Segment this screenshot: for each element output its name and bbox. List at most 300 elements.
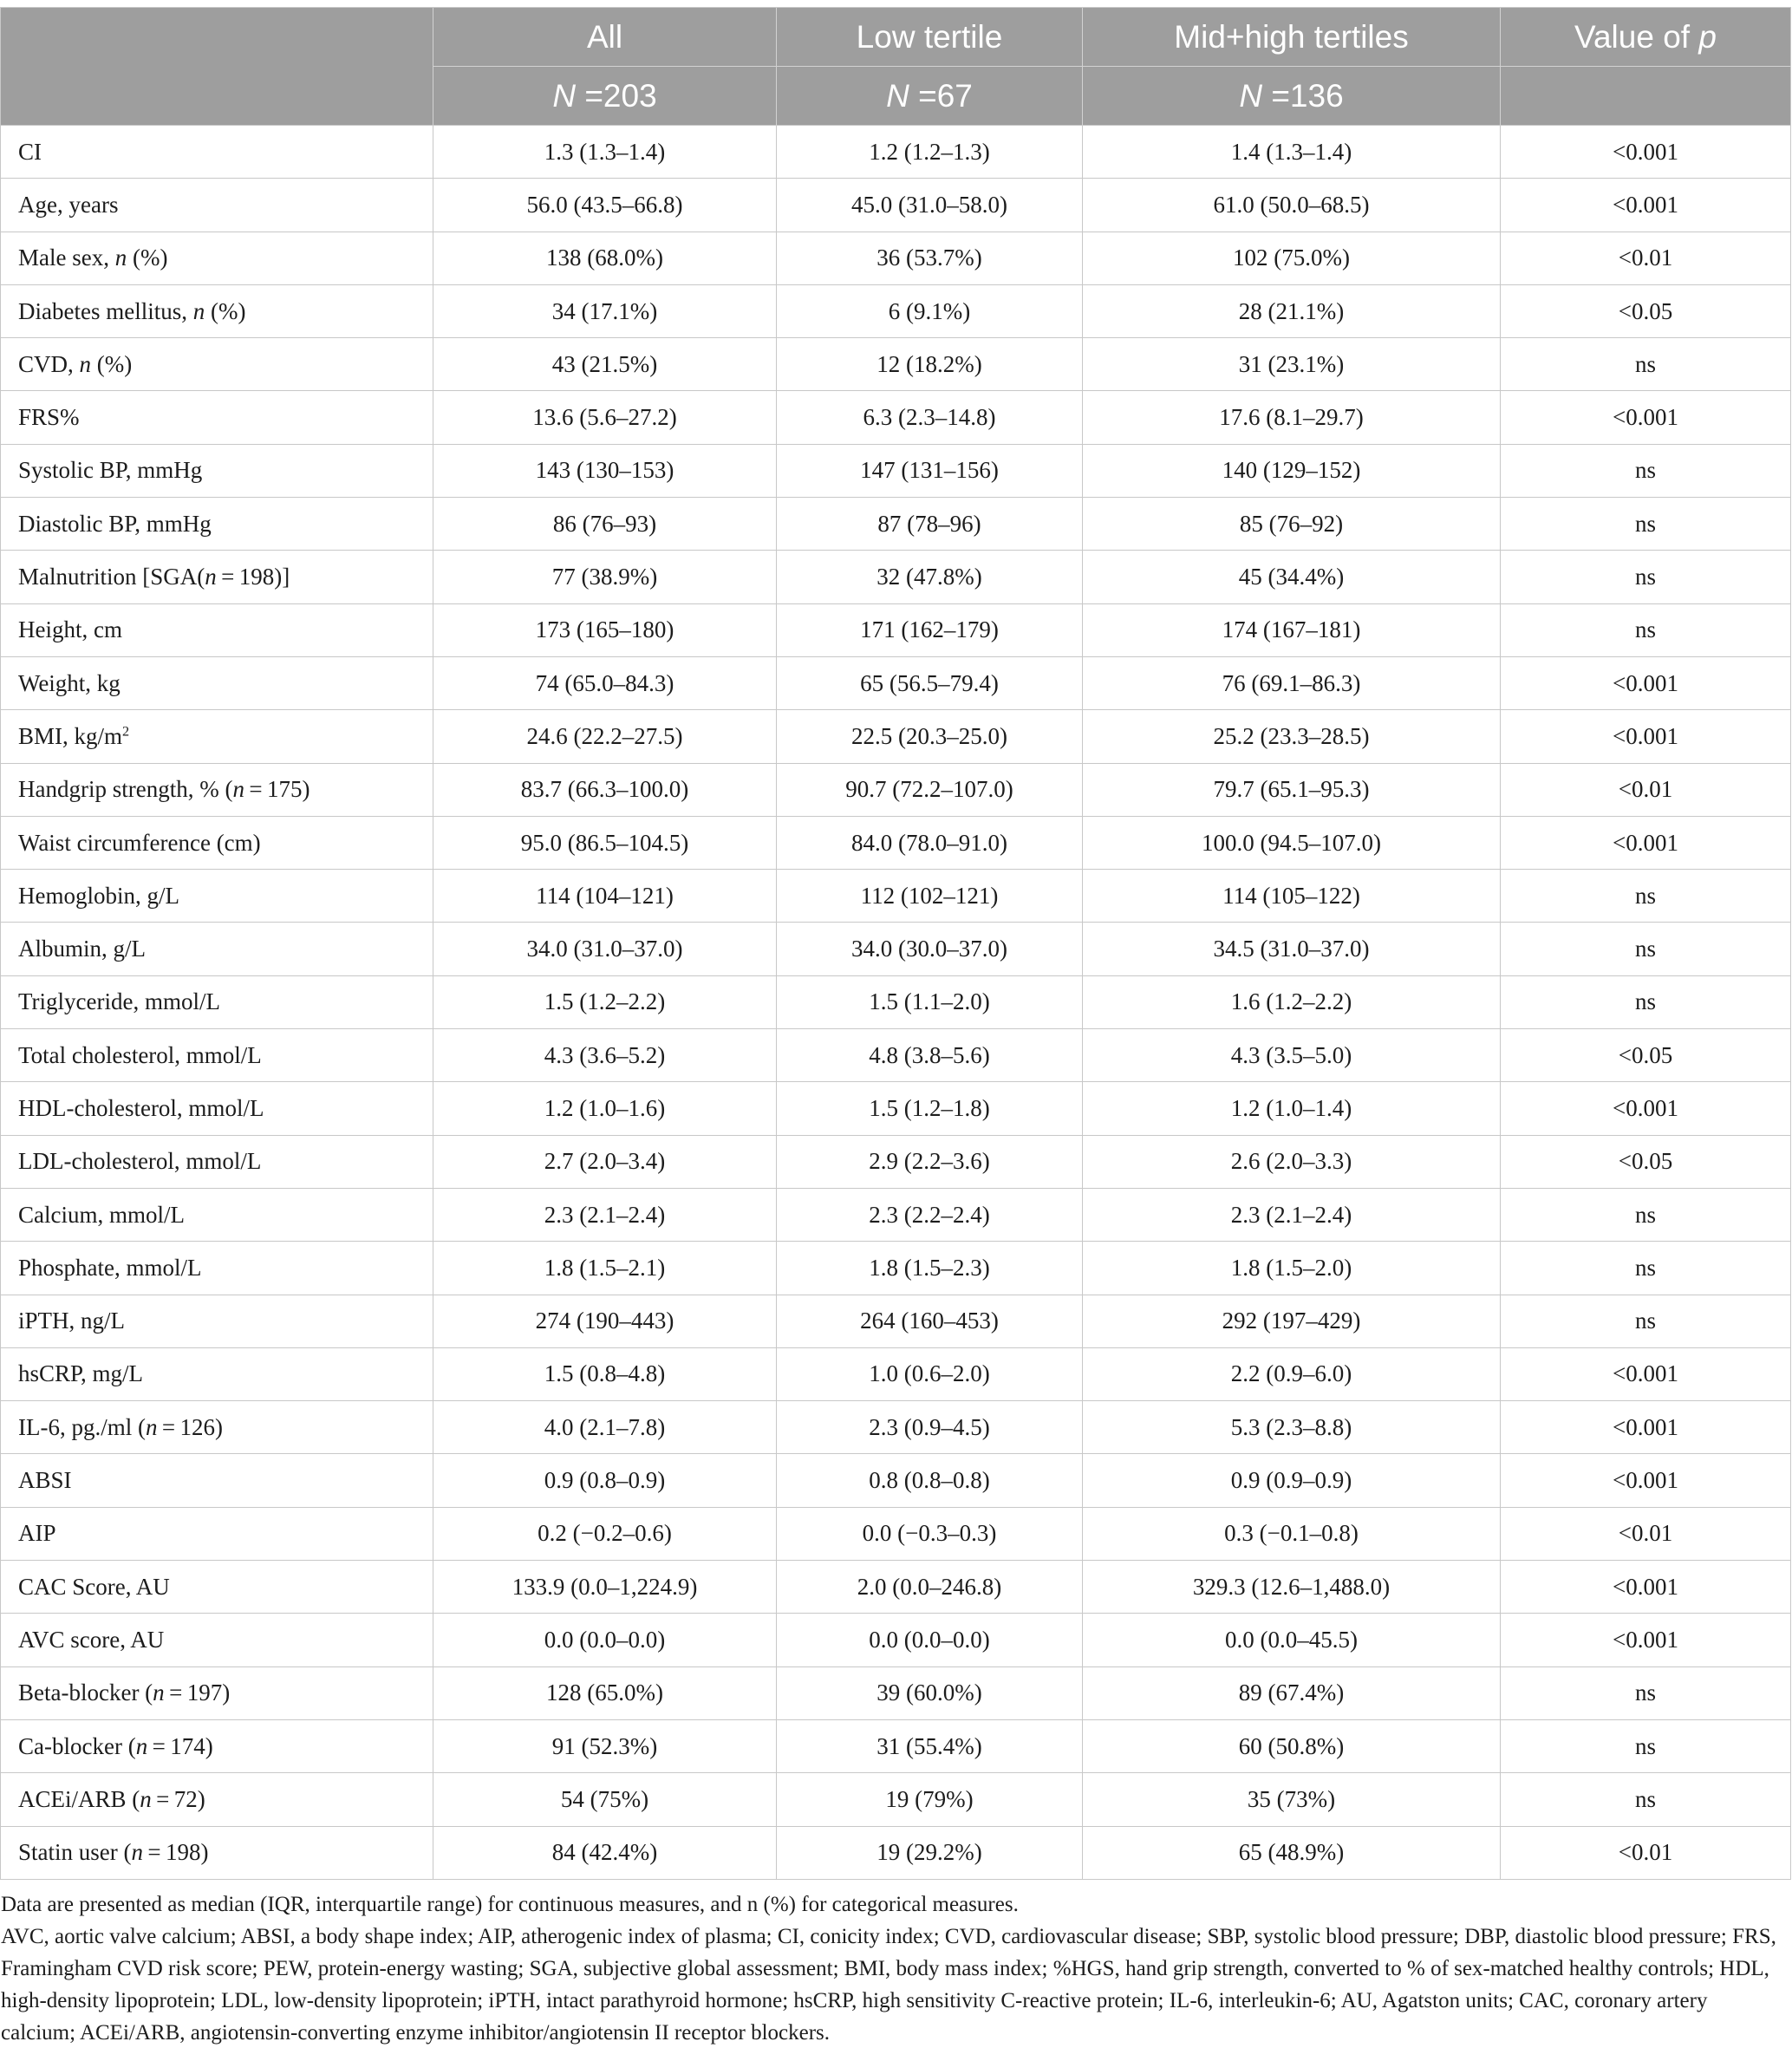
cell-p-value: <0.001 <box>1501 817 1791 870</box>
cell-mid-high-tertiles: 60 (50.8%) <box>1083 1720 1501 1773</box>
row-label-cell <box>0 232 433 285</box>
cell-p-value: ns <box>1501 498 1791 551</box>
cell-low-tertile: 1.5 (1.1–2.0) <box>777 976 1083 1029</box>
row-label <box>18 830 261 857</box>
table-row <box>0 1454 1791 1507</box>
cell-p-value: <0.001 <box>1501 657 1791 710</box>
cell-all: 2.3 (2.1–2.4) <box>433 1189 777 1242</box>
italic-symbol: n <box>145 1413 158 1440</box>
cell-low-tertile: 112 (102–121) <box>777 870 1083 923</box>
text-run: =136 <box>1262 77 1344 114</box>
text-run: CI <box>18 138 42 165</box>
cell-low-tertile: 22.5 (20.3–25.0) <box>777 710 1083 763</box>
cell-all: 77 (38.9%) <box>433 551 777 603</box>
table-row <box>0 1720 1791 1773</box>
italic-symbol: N <box>886 77 909 114</box>
cell-p-value: <0.001 <box>1501 391 1791 444</box>
row-label <box>18 936 146 962</box>
cell-low-tertile: 6.3 (2.3–14.8) <box>777 391 1083 444</box>
text-run: = 175) <box>244 776 310 803</box>
table-row <box>0 1348 1791 1401</box>
row-label-cell <box>0 657 433 710</box>
row-label <box>18 883 179 910</box>
text-run: (%) <box>205 297 246 324</box>
cell-all: 1.5 (0.8–4.8) <box>433 1348 777 1401</box>
cell-low-tertile: 19 (29.2%) <box>777 1827 1083 1880</box>
cell-mid-high-tertiles: 1.4 (1.3–1.4) <box>1083 126 1501 179</box>
cell-p-value: ns <box>1501 1295 1791 1348</box>
italic-symbol: n <box>114 245 127 271</box>
text-run: Low tertile <box>856 18 1003 55</box>
table-row <box>0 1136 1791 1189</box>
table-row <box>0 1189 1791 1242</box>
cell-all: 91 (52.3%) <box>433 1720 777 1773</box>
cell-mid-high-tertiles: 1.8 (1.5–2.0) <box>1083 1242 1501 1295</box>
text-run: Hemoglobin, g/L <box>18 882 179 909</box>
text-run: CAC Score, AU <box>18 1573 170 1600</box>
cell-low-tertile: 87 (78–96) <box>777 498 1083 551</box>
table-row <box>0 391 1791 444</box>
row-label-cell <box>0 710 433 763</box>
cell-p-value: <0.001 <box>1501 1561 1791 1614</box>
row-label-cell <box>0 817 433 870</box>
table-row <box>0 1667 1791 1720</box>
column-count <box>886 78 973 114</box>
cell-mid-high-tertiles: 2.6 (2.0–3.3) <box>1083 1136 1501 1189</box>
cell-all: 1.3 (1.3–1.4) <box>433 126 777 179</box>
row-label <box>18 192 118 218</box>
table-row <box>0 870 1791 923</box>
italic-symbol: n <box>192 297 205 324</box>
row-label <box>18 351 132 378</box>
text-run: Statin user ( <box>18 1839 132 1866</box>
text-run: Mid+high tertiles <box>1174 18 1409 55</box>
table-row <box>0 1242 1791 1295</box>
row-label <box>18 298 245 325</box>
footnote-data-presentation: Data are presented as median (IQR, interquartile range) for continuous measures, and n (%) for categorical measures. <box>1 1893 1019 1916</box>
italic-symbol: p <box>1698 18 1717 55</box>
text-run: AIP <box>18 1520 56 1547</box>
row-label <box>18 404 80 431</box>
text-run: = 198)] <box>216 564 290 590</box>
row-label-cell <box>0 604 433 657</box>
text-run: ABSI <box>18 1467 72 1494</box>
cell-low-tertile: 32 (47.8%) <box>777 551 1083 603</box>
text-run: Diabetes mellitus, <box>18 297 193 324</box>
row-label-cell <box>0 1401 433 1454</box>
cell-all: 1.8 (1.5–2.1) <box>433 1242 777 1295</box>
cell-mid-high-tertiles: 85 (76–92) <box>1083 498 1501 551</box>
cell-mid-high-tertiles: 1.2 (1.0–1.4) <box>1083 1082 1501 1135</box>
cell-all: 114 (104–121) <box>433 870 777 923</box>
table-footnotes <box>1 1888 1787 2049</box>
italic-symbol: N <box>1239 77 1263 114</box>
cell-p-value: <0.001 <box>1501 126 1791 179</box>
cell-mid-high-tertiles: 100.0 (94.5–107.0) <box>1083 817 1501 870</box>
cell-p-value: <0.01 <box>1501 1827 1791 1880</box>
row-label-cell <box>0 1348 433 1401</box>
table-row <box>0 551 1791 603</box>
stub-header-cell <box>0 8 433 126</box>
row-label <box>18 1733 213 1760</box>
column-header-p-value <box>1501 8 1791 67</box>
column-count <box>1239 78 1343 114</box>
table-row <box>0 1295 1791 1348</box>
table-row <box>0 923 1791 975</box>
column-count <box>552 78 656 114</box>
cell-mid-high-tertiles: 61.0 (50.0–68.5) <box>1083 179 1501 232</box>
cell-mid-high-tertiles: 79.7 (65.1–95.3) <box>1083 764 1501 817</box>
cell-low-tertile: 4.8 (3.8–5.6) <box>777 1029 1083 1082</box>
cell-low-tertile: 84.0 (78.0–91.0) <box>777 817 1083 870</box>
row-label <box>18 1467 72 1494</box>
cell-p-value: <0.001 <box>1501 1401 1791 1454</box>
cell-all: 143 (130–153) <box>433 445 777 498</box>
cell-p-value: ns <box>1501 338 1791 391</box>
cell-p-value: ns <box>1501 976 1791 1029</box>
cell-all: 84 (42.4%) <box>433 1827 777 1880</box>
column-title <box>1174 19 1408 55</box>
cell-p-value: ns <box>1501 445 1791 498</box>
cell-mid-high-tertiles: 25.2 (23.3–28.5) <box>1083 710 1501 763</box>
cell-mid-high-tertiles: 89 (67.4%) <box>1083 1667 1501 1720</box>
cell-p-value: ns <box>1501 1720 1791 1773</box>
cell-p-value: <0.05 <box>1501 285 1791 338</box>
table-row <box>0 1082 1791 1135</box>
italic-symbol: n <box>232 776 244 803</box>
cell-p-value: <0.05 <box>1501 1136 1791 1189</box>
row-label <box>18 245 167 271</box>
text-run: Ca-blocker ( <box>18 1732 136 1759</box>
table-header <box>0 7 1791 126</box>
cell-all: 95.0 (86.5–104.5) <box>433 817 777 870</box>
cell-low-tertile: 65 (56.5–79.4) <box>777 657 1083 710</box>
table-row <box>0 1827 1791 1880</box>
cell-all: 1.5 (1.2–2.2) <box>433 976 777 1029</box>
table-row <box>0 604 1791 657</box>
row-label <box>18 670 121 697</box>
cell-mid-high-tertiles: 1.6 (1.2–2.2) <box>1083 976 1501 1029</box>
cell-p-value: <0.001 <box>1501 179 1791 232</box>
cell-mid-high-tertiles: 102 (75.0%) <box>1083 232 1501 285</box>
row-label <box>18 1202 185 1229</box>
column-count-p-value <box>1501 67 1791 126</box>
text-run: ACEi/ARB ( <box>18 1785 140 1812</box>
cell-low-tertile: 147 (131–156) <box>777 445 1083 498</box>
row-label <box>18 139 42 166</box>
cell-all: 2.7 (2.0–3.4) <box>433 1136 777 1189</box>
cell-mid-high-tertiles: 140 (129–152) <box>1083 445 1501 498</box>
cell-all: 86 (76–93) <box>433 498 777 551</box>
footnote-abbreviations: AVC, aortic valve calcium; ABSI, a body shape index; AIP, atherogenic index of plasma; CI, conicity index; CVD, cardiovascular disease; SBP, systolic blood pressure; DBP, diastolic blood pressure; FRS, Framingham CVD risk score; PEW, protein-energy wasting; SGA, subjective global assessment; BMI, body mass index; %HGS, hand grip strength, converted to % of sex-matched healthy controls; HDL, high-density lipoprotein; LDL, low-density lipoprotein; iPTH, intact parathyroid hormone; hsCRP, high sensitivity C-reactive protein; IL-6, interleukin-6; AU, Agatston units; CAC, coronary artery calcium; ACEi/ARB, angiotensin-converting enzyme inhibitor/angiotensin II receptor blockers. <box>1 1925 1776 2045</box>
italic-symbol: n <box>153 1679 165 1706</box>
text-run: IL-6, pg./ml ( <box>18 1413 146 1440</box>
row-label-cell <box>0 285 433 338</box>
column-title <box>587 19 622 55</box>
cell-low-tertile: 6 (9.1%) <box>777 285 1083 338</box>
text-run: Age, years <box>18 191 119 218</box>
row-label-cell <box>0 764 433 817</box>
italic-symbol: n <box>131 1839 143 1866</box>
italic-symbol: N <box>552 77 577 114</box>
table-row <box>0 657 1791 710</box>
cell-low-tertile: 39 (60.0%) <box>777 1667 1083 1720</box>
cell-all: 74 (65.0–84.3) <box>433 657 777 710</box>
row-label <box>18 1520 56 1547</box>
cell-mid-high-tertiles: 2.3 (2.1–2.4) <box>1083 1189 1501 1242</box>
cell-mid-high-tertiles: 114 (105–122) <box>1083 870 1501 923</box>
text-run: (%) <box>127 245 168 271</box>
cell-mid-high-tertiles: 17.6 (8.1–29.7) <box>1083 391 1501 444</box>
cell-mid-high-tertiles: 65 (48.9%) <box>1083 1827 1501 1880</box>
row-label-cell <box>0 1082 433 1135</box>
row-label-cell <box>0 976 433 1029</box>
row-label <box>18 1360 143 1387</box>
table-row <box>0 710 1791 763</box>
column-title <box>857 19 1003 55</box>
column-header-mid-high-tertiles <box>1083 8 1501 67</box>
cell-p-value: ns <box>1501 604 1791 657</box>
column-count-all <box>433 67 777 126</box>
cell-all: 13.6 (5.6–27.2) <box>433 391 777 444</box>
text-run: Waist circumference (cm) <box>18 829 261 856</box>
text-run: Handgrip strength, % ( <box>18 776 233 803</box>
row-label <box>18 1414 223 1441</box>
column-count-mid-high-tertiles <box>1083 67 1501 126</box>
text-run: Malnutrition [SGA( <box>18 564 205 590</box>
row-label-cell <box>0 870 433 923</box>
row-label-cell <box>0 1827 433 1880</box>
row-label <box>18 1839 209 1866</box>
cell-p-value: <0.01 <box>1501 232 1791 285</box>
cell-mid-high-tertiles: 5.3 (2.3–8.8) <box>1083 1401 1501 1454</box>
cell-mid-high-tertiles: 45 (34.4%) <box>1083 551 1501 603</box>
cell-p-value: ns <box>1501 923 1791 975</box>
cell-p-value: <0.001 <box>1501 1348 1791 1401</box>
cell-mid-high-tertiles: 0.0 (0.0–45.5) <box>1083 1614 1501 1666</box>
column-header-all <box>433 8 777 67</box>
text-run: Albumin, g/L <box>18 936 146 962</box>
cell-all: 34 (17.1%) <box>433 285 777 338</box>
table-row <box>0 179 1791 232</box>
cell-low-tertile: 90.7 (72.2–107.0) <box>777 764 1083 817</box>
cell-low-tertile: 2.3 (0.9–4.5) <box>777 1401 1083 1454</box>
cell-all: 83.7 (66.3–100.0) <box>433 764 777 817</box>
text-run: AVC score, AU <box>18 1626 165 1653</box>
cell-low-tertile: 1.0 (0.6–2.0) <box>777 1348 1083 1401</box>
italic-symbol: n <box>79 350 92 377</box>
cell-low-tertile: 36 (53.7%) <box>777 232 1083 285</box>
row-label-cell <box>0 1189 433 1242</box>
cell-mid-high-tertiles: 28 (21.1%) <box>1083 285 1501 338</box>
row-label <box>18 776 310 803</box>
cell-all: 138 (68.0%) <box>433 232 777 285</box>
text-run: BMI, kg/m <box>18 722 123 749</box>
table-row <box>0 764 1791 817</box>
column-count-low-tertile <box>777 67 1083 126</box>
row-label <box>18 1786 205 1813</box>
cell-p-value: <0.001 <box>1501 710 1791 763</box>
cell-mid-high-tertiles: 292 (197–429) <box>1083 1295 1501 1348</box>
text-run: Systolic BP, mmHg <box>18 457 203 484</box>
row-label-cell <box>0 179 433 232</box>
row-label <box>18 1308 125 1334</box>
row-label-cell <box>0 391 433 444</box>
text-run: = 174) <box>147 1732 213 1759</box>
cell-all: 1.2 (1.0–1.6) <box>433 1082 777 1135</box>
cell-low-tertile: 0.8 (0.8–0.8) <box>777 1454 1083 1507</box>
text-run: LDL-cholesterol, mmol/L <box>18 1148 262 1175</box>
cell-mid-high-tertiles: 34.5 (31.0–37.0) <box>1083 923 1501 975</box>
text-run: = 126) <box>157 1413 224 1440</box>
cell-p-value: <0.01 <box>1501 1508 1791 1561</box>
text-run: (%) <box>91 350 133 377</box>
row-label-cell <box>0 498 433 551</box>
row-label-cell <box>0 1295 433 1348</box>
table-row <box>0 1029 1791 1082</box>
row-label <box>18 988 220 1015</box>
row-label-cell <box>0 923 433 975</box>
cell-low-tertile: 2.0 (0.0–246.8) <box>777 1561 1083 1614</box>
cell-p-value: ns <box>1501 1773 1791 1826</box>
cell-low-tertile: 34.0 (30.0–37.0) <box>777 923 1083 975</box>
table-row <box>0 976 1791 1029</box>
cell-p-value: <0.001 <box>1501 1454 1791 1507</box>
text-run: CVD, <box>18 350 80 377</box>
cell-p-value: ns <box>1501 1667 1791 1720</box>
cell-p-value: ns <box>1501 870 1791 923</box>
text-run: Diastolic BP, mmHg <box>18 510 212 537</box>
row-label-cell <box>0 445 433 498</box>
cell-all: 173 (165–180) <box>433 604 777 657</box>
text-run: Height, cm <box>18 616 122 643</box>
cell-all: 54 (75%) <box>433 1773 777 1826</box>
cell-all: 4.3 (3.6–5.2) <box>433 1029 777 1082</box>
text-run: Male sex, <box>18 245 115 271</box>
table-row <box>0 285 1791 338</box>
italic-symbol: n <box>205 564 217 590</box>
table-row <box>0 817 1791 870</box>
text-run: Calcium, mmol/L <box>18 1201 185 1228</box>
table-row <box>0 498 1791 551</box>
text-run: iPTH, ng/L <box>18 1308 126 1334</box>
cell-low-tertile: 0.0 (−0.3–0.3) <box>777 1508 1083 1561</box>
row-label-cell <box>0 1508 433 1561</box>
text-run: HDL-cholesterol, mmol/L <box>18 1094 264 1121</box>
text-run: = 197) <box>164 1679 231 1706</box>
superscript: 2 <box>122 723 130 740</box>
row-label-cell <box>0 338 433 391</box>
row-label <box>18 1679 230 1706</box>
text-run: Phosphate, mmol/L <box>18 1254 202 1281</box>
row-label-cell <box>0 1667 433 1720</box>
row-label <box>18 1042 262 1069</box>
row-label <box>18 1095 264 1122</box>
table-row <box>0 338 1791 391</box>
row-label-cell <box>0 1029 433 1082</box>
cell-mid-high-tertiles: 0.3 (−0.1–0.8) <box>1083 1508 1501 1561</box>
text-run: =67 <box>909 77 973 114</box>
cell-all: 56.0 (43.5–66.8) <box>433 179 777 232</box>
cell-low-tertile: 12 (18.2%) <box>777 338 1083 391</box>
row-label <box>18 1627 164 1653</box>
cell-low-tertile: 2.3 (2.2–2.4) <box>777 1189 1083 1242</box>
cell-p-value: <0.001 <box>1501 1082 1791 1135</box>
row-label-cell <box>0 126 433 179</box>
row-label <box>18 616 122 643</box>
cell-p-value: ns <box>1501 1189 1791 1242</box>
row-label <box>18 723 129 750</box>
cell-mid-high-tertiles: 35 (73%) <box>1083 1773 1501 1826</box>
row-label <box>18 1574 170 1601</box>
table-row <box>0 126 1791 179</box>
row-label <box>18 1148 261 1175</box>
characteristics-table <box>0 7 1791 1880</box>
column-header-low-tertile <box>777 8 1083 67</box>
cell-low-tertile: 31 (55.4%) <box>777 1720 1083 1773</box>
cell-low-tertile: 45.0 (31.0–58.0) <box>777 179 1083 232</box>
row-label <box>18 457 202 484</box>
cell-all: 128 (65.0%) <box>433 1667 777 1720</box>
cell-low-tertile: 1.8 (1.5–2.3) <box>777 1242 1083 1295</box>
row-label-cell <box>0 1773 433 1826</box>
cell-all: 43 (21.5%) <box>433 338 777 391</box>
table-row <box>0 1614 1791 1666</box>
text-run: FRS% <box>18 404 80 431</box>
row-label-cell <box>0 1454 433 1507</box>
table-row <box>0 232 1791 285</box>
cell-all: 0.2 (−0.2–0.6) <box>433 1508 777 1561</box>
cell-p-value: <0.001 <box>1501 1614 1791 1666</box>
row-label-cell <box>0 1561 433 1614</box>
cell-all: 133.9 (0.0–1,224.9) <box>433 1561 777 1614</box>
cell-p-value: <0.05 <box>1501 1029 1791 1082</box>
table-row <box>0 1561 1791 1614</box>
cell-p-value: ns <box>1501 1242 1791 1295</box>
row-label-cell <box>0 1242 433 1295</box>
cell-all: 0.0 (0.0–0.0) <box>433 1614 777 1666</box>
cell-all: 0.9 (0.8–0.9) <box>433 1454 777 1507</box>
cell-mid-high-tertiles: 4.3 (3.5–5.0) <box>1083 1029 1501 1082</box>
cell-p-value: <0.01 <box>1501 764 1791 817</box>
row-label-cell <box>0 1136 433 1189</box>
row-label-cell <box>0 1720 433 1773</box>
text-run: Triglyceride, mmol/L <box>18 988 220 1015</box>
column-title <box>1574 19 1717 55</box>
cell-mid-high-tertiles: 0.9 (0.9–0.9) <box>1083 1454 1501 1507</box>
cell-mid-high-tertiles: 329.3 (12.6–1,488.0) <box>1083 1561 1501 1614</box>
table-row <box>0 1773 1791 1826</box>
cell-mid-high-tertiles: 2.2 (0.9–6.0) <box>1083 1348 1501 1401</box>
row-label-cell <box>0 1614 433 1666</box>
cell-mid-high-tertiles: 31 (23.1%) <box>1083 338 1501 391</box>
table-row <box>0 1401 1791 1454</box>
table-row <box>0 445 1791 498</box>
text-run: = 198) <box>142 1839 209 1866</box>
row-label <box>18 511 212 538</box>
row-label-cell <box>0 551 433 603</box>
cell-low-tertile: 2.9 (2.2–3.6) <box>777 1136 1083 1189</box>
text-run: All <box>586 18 623 55</box>
cell-low-tertile: 19 (79%) <box>777 1773 1083 1826</box>
cell-mid-high-tertiles: 76 (69.1–86.3) <box>1083 657 1501 710</box>
cell-low-tertile: 171 (162–179) <box>777 604 1083 657</box>
cell-mid-high-tertiles: 174 (167–181) <box>1083 604 1501 657</box>
cell-low-tertile: 264 (160–453) <box>777 1295 1083 1348</box>
italic-symbol: n <box>140 1785 152 1812</box>
cell-all: 4.0 (2.1–7.8) <box>433 1401 777 1454</box>
cell-all: 24.6 (22.2–27.5) <box>433 710 777 763</box>
